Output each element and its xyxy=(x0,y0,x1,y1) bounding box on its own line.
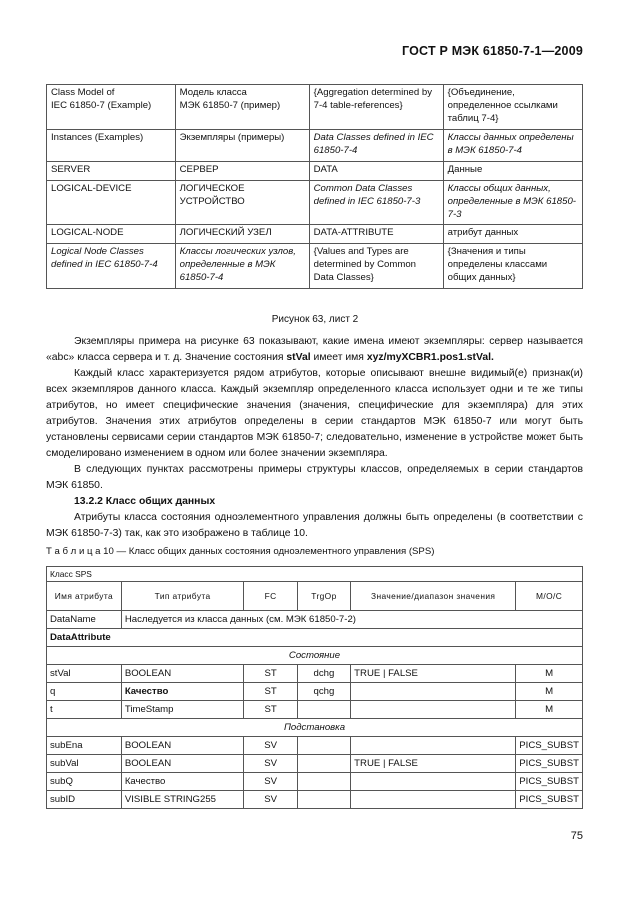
paragraph: Атрибуты класса состояния одноэлементного управления должны быть определены (в соответствии с МЭК 61850-7-3) так, как это изображено в таблице 10. xyxy=(46,512,583,539)
table-cell: t xyxy=(47,701,122,719)
table-row xyxy=(47,129,583,161)
table-cell: TimeStamp xyxy=(121,701,244,719)
table-row xyxy=(47,773,583,791)
table-row xyxy=(47,737,583,755)
table-cell: ST xyxy=(244,701,297,719)
table-cell: M xyxy=(516,665,583,683)
table-cell: Common Data Classes defined in IEC 61850-7-3 xyxy=(309,180,443,225)
column-header: Значение/диапазон значения xyxy=(351,582,516,611)
table-cell: VISIBLE STRING255 xyxy=(121,791,244,809)
table-cell: Class Model of IEC 61850-7 (Example) xyxy=(47,85,176,130)
figure-caption: Рисунок 63, лист 2 xyxy=(271,314,359,325)
table-cell xyxy=(351,773,516,791)
table-cell xyxy=(297,701,350,719)
table-cell: Data Classes defined in IEC 61850-7-4 xyxy=(309,129,443,161)
table-row xyxy=(47,161,583,180)
table-cell: Классы логических узлов, определенные в МЭК 61850-7-4 xyxy=(175,244,309,289)
table-cell: M xyxy=(516,701,583,719)
table-row xyxy=(47,791,583,809)
column-header: TrgOp xyxy=(297,582,350,611)
table-cell xyxy=(351,701,516,719)
table-row xyxy=(47,665,583,683)
column-header: Имя атрибута xyxy=(47,582,122,611)
table-cell: {Объединение, определенное ссылками таблиц 7-4} xyxy=(443,85,582,130)
table-row xyxy=(47,629,583,647)
table-cell: LOGICAL-DEVICE xyxy=(47,180,176,225)
table-cell: ЛОГИЧЕСКОЕ УСТРОЙСТВО xyxy=(175,180,309,225)
text-run: Экземпляры примера на рисунке 63 показывают, какие имена имеют экземпляры: сервер называется «abc» класса сервера и т. д. Значение состояния xyxy=(46,336,583,363)
table-cell: PICS_SUBST xyxy=(516,755,583,773)
document-header: ГОСТ Р МЭК 61850-7-1—2009 xyxy=(402,44,583,58)
table-cell xyxy=(351,683,516,701)
table-cell: SERVER xyxy=(47,161,176,180)
table-cell: Модель класса МЭК 61850-7 (пример) xyxy=(175,85,309,130)
figure-63-table xyxy=(46,84,583,289)
table-cell: Instances (Examples) xyxy=(47,129,176,161)
table-cell: Классы данных определены в МЭК 61850-7-4 xyxy=(443,129,582,161)
table-row xyxy=(47,683,583,701)
table-cell xyxy=(297,755,350,773)
table-cell: DATA xyxy=(309,161,443,180)
table-cell: PICS_SUBST xyxy=(516,737,583,755)
table-cell xyxy=(351,737,516,755)
table-cell xyxy=(297,773,350,791)
table-cell: {Values and Types are determined by Common Data Classes} xyxy=(309,244,443,289)
table-cell: DataAttribute xyxy=(47,629,583,647)
table-cell: DataName xyxy=(47,611,122,629)
table-cell: dchg xyxy=(297,665,350,683)
table-cell: q xyxy=(47,683,122,701)
column-header: FC xyxy=(244,582,297,611)
table-cell xyxy=(351,791,516,809)
table-cell: DATA-ATTRIBUTE xyxy=(309,225,443,244)
table-cell: BOOLEAN xyxy=(121,755,244,773)
table-row xyxy=(47,701,583,719)
table-row xyxy=(47,180,583,225)
table-cell: Экземпляры (примеры) xyxy=(175,129,309,161)
subsection-heading: 13.2.2 Класс общих данных xyxy=(74,496,216,507)
paragraph xyxy=(46,334,583,366)
table-cell: qchg xyxy=(297,683,350,701)
class-label: Класс SPS xyxy=(47,567,583,582)
table-cell: Качество xyxy=(121,683,244,701)
sps-table xyxy=(46,566,583,809)
table-cell: M xyxy=(516,683,583,701)
table-cell: ЛОГИЧЕСКИЙ УЗЕЛ xyxy=(175,225,309,244)
table-cell: атрибут данных xyxy=(443,225,582,244)
column-header: M/O/C xyxy=(516,582,583,611)
table-cell: subEna xyxy=(47,737,122,755)
table-cell: subID xyxy=(47,791,122,809)
text-run-bold: stVal xyxy=(286,352,311,363)
table-cell: ST xyxy=(244,683,297,701)
page-number: 75 xyxy=(570,830,583,842)
table-cell xyxy=(297,791,350,809)
table-row xyxy=(47,611,583,629)
text-run-bold: xyz/myXCBR1.pos1.stVal. xyxy=(366,352,494,363)
table-cell: subQ xyxy=(47,773,122,791)
table-cell: PICS_SUBST xyxy=(516,773,583,791)
table-cell: LOGICAL-NODE xyxy=(47,225,176,244)
table-row xyxy=(47,225,583,244)
paragraph: В следующих пунктах рассмотрены примеры структуры классов, определяемых в серии стандартов МЭК 61850. xyxy=(46,464,583,491)
table-cell: SV xyxy=(244,737,297,755)
section-label: Состояние xyxy=(47,647,583,665)
table-cell: {Aggregation determined by 7-4 table-references} xyxy=(309,85,443,130)
table-cell: Logical Node Classes defined in IEC 61850-7-4 xyxy=(47,244,176,289)
table-cell: subVal xyxy=(47,755,122,773)
table-cell: SV xyxy=(244,773,297,791)
table-cell: SV xyxy=(244,791,297,809)
table-cell: Наследуется из класса данных (см. МЭК 61850-7-2) xyxy=(121,611,582,629)
header-row xyxy=(47,582,583,611)
table-row xyxy=(47,567,583,582)
table-cell: SV xyxy=(244,755,297,773)
table-cell: ST xyxy=(244,665,297,683)
table-cell: Данные xyxy=(443,161,582,180)
table-cell: stVal xyxy=(47,665,122,683)
text-run: имеет имя xyxy=(310,352,367,363)
table-cell: TRUE | FALSE xyxy=(351,665,516,683)
paragraph: Каждый класс характеризуется рядом атрибутов, которые описывают внешне видимый(е) признак(и) всех экземпляров данного класса. Каждый экземпляр определенного класса использует одни и те же типы атрибутов, но имеет специфические значения (значения, специфические для экземпляра) для этих атрибутов. Значения этих атрибутов определены в серии стандартов МЭК 61850-7 или могут быть установлены сервисами серии стандартов МЭК 61850-7; следовательно, изменение в устройстве может быть смоделировано изменением в одном или более значении экземпляра. xyxy=(46,368,583,459)
table-row xyxy=(47,755,583,773)
section-row xyxy=(47,719,583,737)
table-row xyxy=(47,85,583,130)
section-label: Подстановка xyxy=(47,719,583,737)
body-text xyxy=(46,334,583,542)
table-cell: Качество xyxy=(121,773,244,791)
section-row xyxy=(47,647,583,665)
table-cell: {Значения и типы определены классами общих данных} xyxy=(443,244,582,289)
table-cell xyxy=(297,737,350,755)
table-cell: Классы общих данных, определенные в МЭК 61850-7-3 xyxy=(443,180,582,225)
table-cell: СЕРВЕР xyxy=(175,161,309,180)
table-cell: BOOLEAN xyxy=(121,665,244,683)
column-header: Тип атрибута xyxy=(121,582,244,611)
table-cell: PICS_SUBST xyxy=(516,791,583,809)
table-cell: BOOLEAN xyxy=(121,737,244,755)
table-row xyxy=(47,244,583,289)
table-cell: TRUE | FALSE xyxy=(351,755,516,773)
table-title: Т а б л и ц а 10 — Класс общих данных состояния одноэлементного управления (SPS) xyxy=(46,546,435,557)
